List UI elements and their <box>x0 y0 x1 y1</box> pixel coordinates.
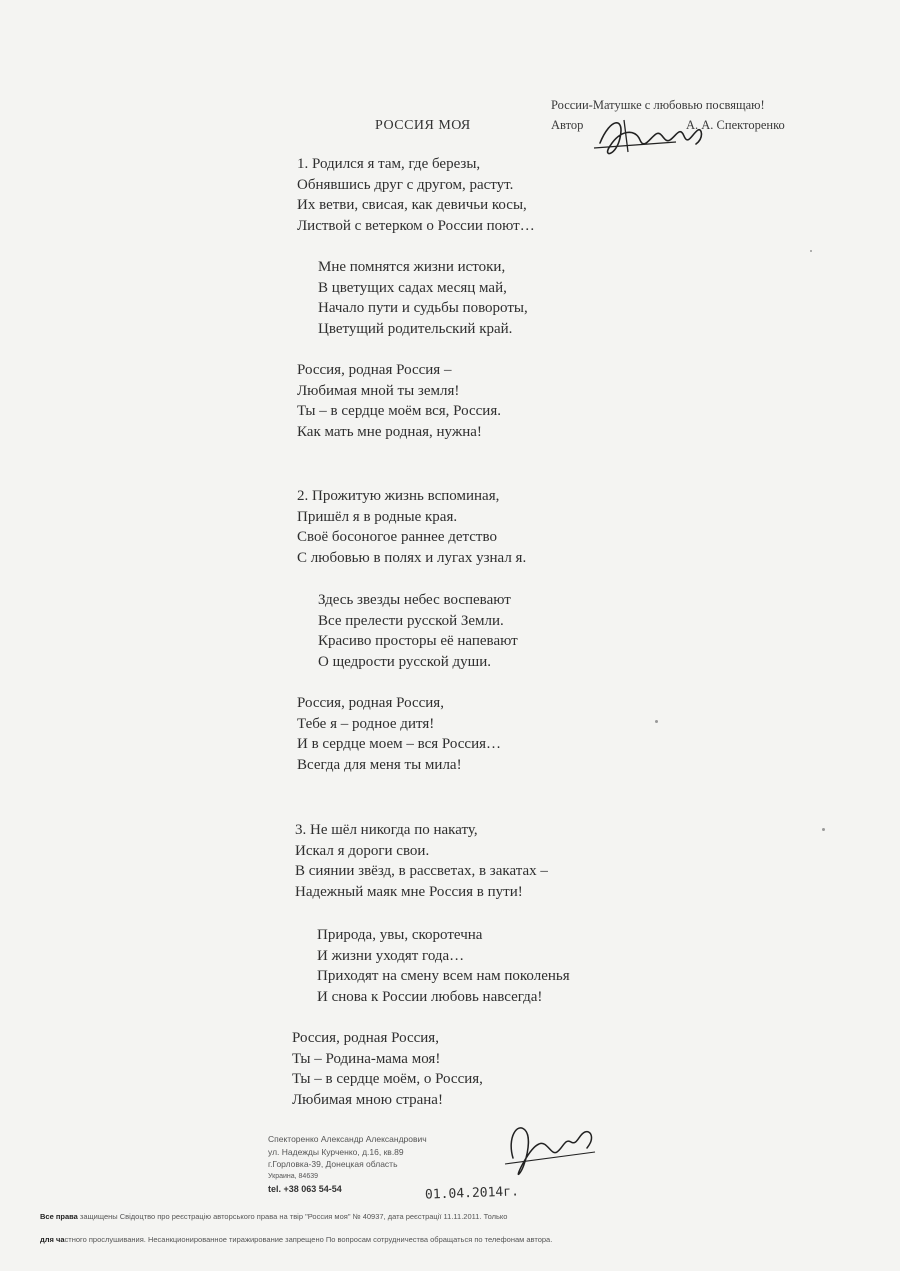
scan-speck <box>822 828 825 831</box>
poem-line: Россия, родная Россия – <box>297 362 452 378</box>
signature-bottom-icon <box>495 1108 605 1188</box>
stanza-verse-1 <box>297 154 535 236</box>
dedication: России-Матушке с любовью посвящаю! <box>551 98 765 112</box>
contact-street: ул. Надежды Курченко, д.16, кв.89 <box>268 1146 404 1157</box>
contact-phone: tel. +38 063 54-54 <box>268 1184 342 1194</box>
copyright-line-2-text: стного прослушивания. Несанкционированное тиражирование запрещено По вопросам сотрудничества обращаться по телефонам автора. <box>64 1235 553 1244</box>
poem-line: О щедрости русской души. <box>318 653 491 670</box>
poem-line: Как мать мне родная, нужна! <box>297 423 482 440</box>
copyright-line-1-bold: Все права <box>40 1212 78 1221</box>
copyright-line-1-text: защищены Свідоцтво про реєстрацію авторського права на твір "Россия моя" № 40937, дата реєстрації 11.11.2011. Только <box>77 1212 508 1221</box>
poem-line: Начало пути и судьбы повороты, <box>318 300 528 316</box>
stanza-verse-3b <box>317 925 570 1007</box>
poem-line: Пришёл я в родные края. <box>297 508 458 525</box>
stanza-verse-2b <box>318 590 518 672</box>
poem-line: Листвой с ветерком о России поют… <box>297 217 535 234</box>
poem-line: 2. Прожитую жизнь вспоминая, <box>297 488 500 504</box>
poem-line: 1. Родился я там, где березы, <box>297 156 481 172</box>
poem-line: Красиво просторы её напевают <box>318 633 518 649</box>
stanza-chorus-3 <box>292 1028 483 1110</box>
poem-line: И снова к России любовь навсегда! <box>317 988 543 1005</box>
copyright-line-1 <box>40 1205 820 1228</box>
poem-line: Ты – Родина-мама моя! <box>292 1050 441 1067</box>
poem-line: Своё босоногое раннее детство <box>297 529 497 545</box>
copyright-line-2 <box>40 1228 820 1251</box>
poem-line: Россия, родная Россия, <box>297 695 444 711</box>
poem-line: Россия, родная Россия, <box>292 1030 439 1046</box>
poem-line: Всегда для меня ты мила! <box>297 756 462 773</box>
poem-line: Надежный маяк мне Россия в пути! <box>295 883 523 900</box>
poem-line: Ты – в сердце моём, о Россия, <box>292 1071 483 1087</box>
poem-line: Любимая мною страна! <box>292 1091 443 1108</box>
poem-line: Цветущий родительский край. <box>318 320 513 337</box>
scan-speck <box>655 720 658 723</box>
author-contact <box>268 1133 427 1196</box>
poem-line: Мне помнятся жизни истоки, <box>318 259 506 275</box>
contact-name: Спекторенко Александр Александрович <box>268 1134 427 1144</box>
stanza-verse-2 <box>297 486 526 568</box>
stanza-chorus-2 <box>297 693 501 775</box>
poem-line: Тебе я – родное дитя! <box>297 715 435 732</box>
copyright-line-2-bold: для ча <box>40 1235 65 1244</box>
poem-line: 3. Не шёл никогда по накату, <box>295 822 478 838</box>
copyright-notice <box>40 1205 820 1251</box>
poem-line: С любовью в полях и лугах узнал я. <box>297 549 527 566</box>
poem-line: Приходят на смену всем нам поколенья <box>317 968 570 984</box>
poem-line: Все прелести русской Земли. <box>318 612 504 629</box>
poem-line: Их ветви, свисая, как девичьи косы, <box>297 197 527 213</box>
scan-speck <box>810 250 812 252</box>
poem-line: Ты – в сердце моём вся, Россия. <box>297 403 501 419</box>
signature-top-icon <box>580 108 720 168</box>
poem-line: Любимая мной ты земля! <box>297 382 460 399</box>
poem-line: Природа, увы, скоротечна <box>317 927 483 943</box>
contact-city: г.Горловка-39, Донецкая область <box>268 1159 398 1169</box>
contact-country: Украина, 84639 <box>268 1172 319 1180</box>
poem-line: Здесь звезды небес воспевают <box>318 592 511 608</box>
author-name: А. А. Спекторенко <box>686 118 785 132</box>
poem-line: И в сердце моем – вся Россия… <box>297 736 501 752</box>
poem-line: В сиянии звёзд, в рассветах, в закатах – <box>295 863 548 879</box>
poem-line: Искал я дороги свои. <box>295 842 430 859</box>
poem-line: Обнявшись друг с другом, растут. <box>297 176 514 193</box>
poem-line: И жизни уходят года… <box>317 947 465 964</box>
handwritten-date: 01.04.2014г. <box>424 1184 520 1203</box>
author-label: Автор <box>551 118 584 132</box>
stanza-verse-3 <box>295 820 548 902</box>
stanza-verse-1b <box>318 257 528 339</box>
poem-line: В цветущих садах месяц май, <box>318 279 507 296</box>
stanza-chorus-1 <box>297 360 501 442</box>
poem-title: РОССИЯ МОЯ <box>375 118 471 133</box>
